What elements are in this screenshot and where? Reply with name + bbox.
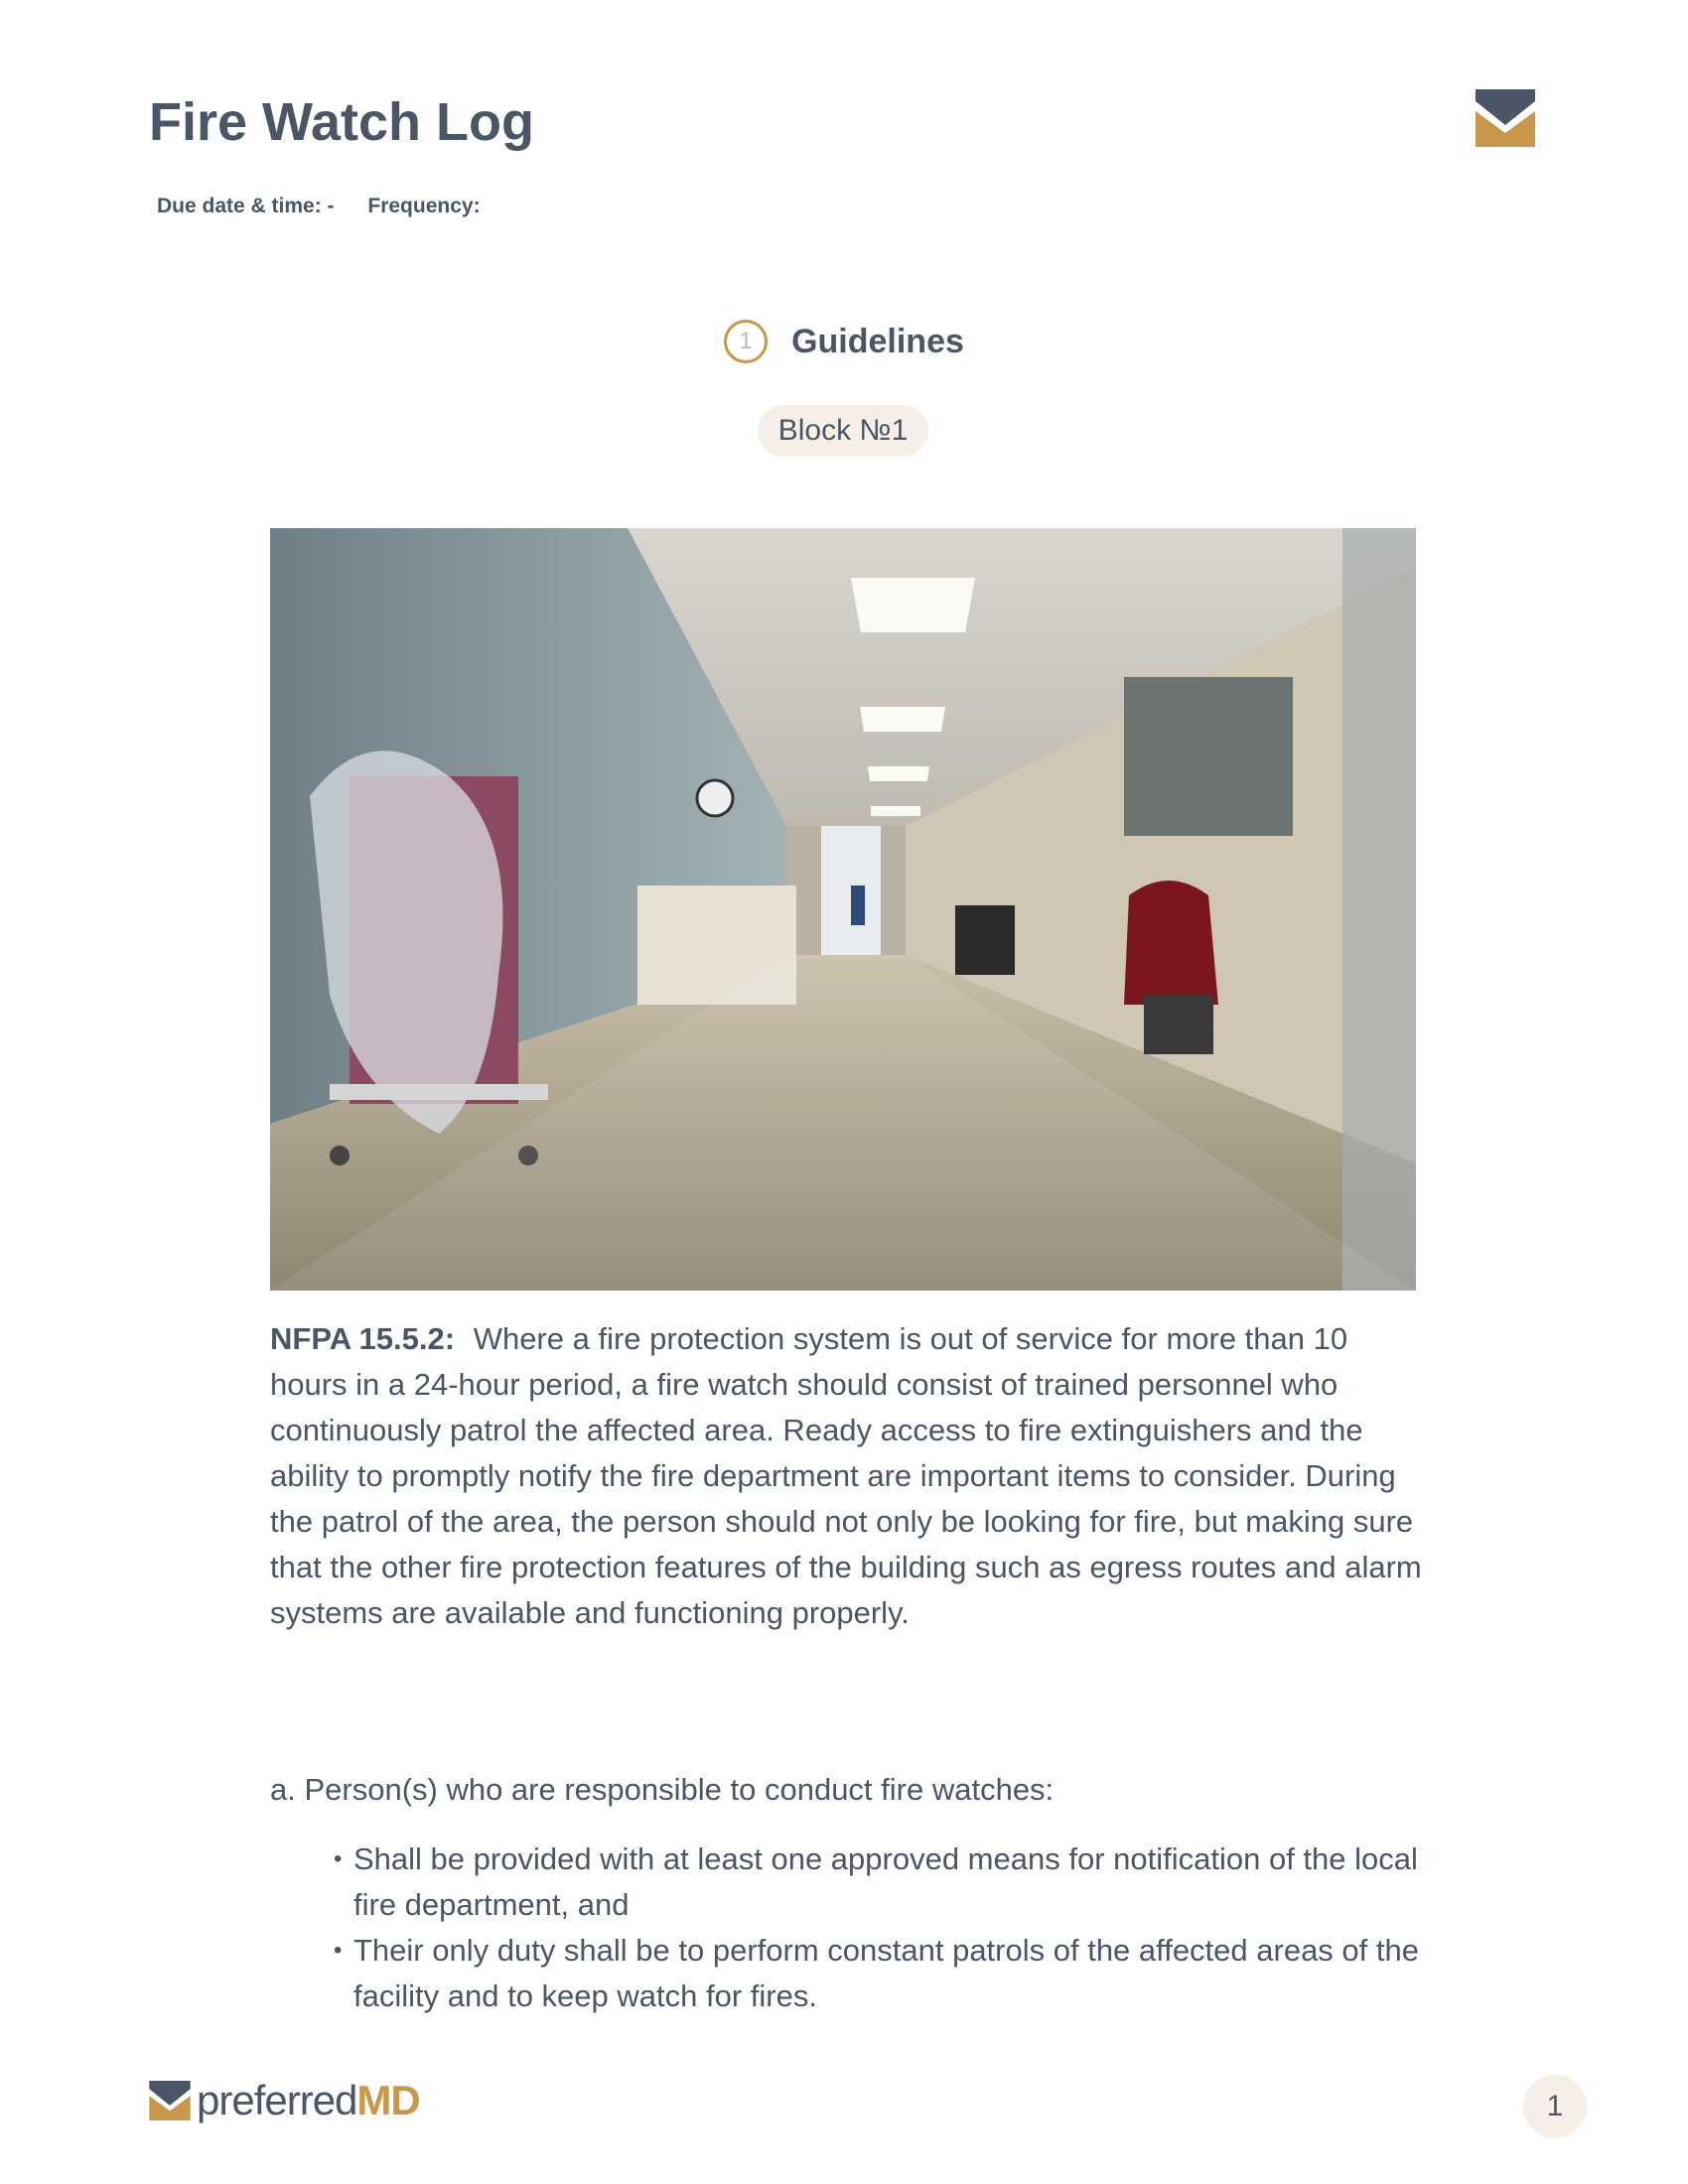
footer-logo: [149, 2077, 420, 2124]
section-header: [0, 320, 1688, 363]
frequency-label: Frequency:: [367, 195, 481, 217]
list-item: • Their only duty shall be to perform constant patrols of the affected areas of the facility and to keep watch for fires.: [334, 1928, 1426, 2019]
page-number: 1: [1523, 2075, 1587, 2138]
brand-suffix: MD: [356, 2077, 420, 2123]
section-number-badge: 1: [724, 320, 768, 363]
preferredmd-logo-icon: [1476, 89, 1535, 147]
due-date-label: Due date & time: -: [157, 195, 335, 217]
brand-main: preferred: [197, 2077, 357, 2123]
nfpa-reference: NFPA 15.5.2:: [270, 1321, 456, 1356]
item-a-heading: a. Person(s) who are responsible to conduct fire watches:: [270, 1772, 1055, 1807]
document-title: Fire Watch Log: [149, 92, 534, 152]
hospital-corridor-photo: [270, 528, 1416, 1291]
brand-name: [197, 2077, 420, 2124]
section-title: Guidelines: [791, 322, 964, 360]
responsibility-list: [334, 1837, 1426, 2019]
task-meta: [157, 195, 508, 218]
guideline-text: Where a fire protection system is out of service for more than 10 hours in a 24-hour period, a fire watch should consist of trained personnel who continuously patrol the affected area. Ready access to fire extinguishers and the ability to promptly notify the fire department are important items to consider. During the patrol of the area, the person should not only be looking for fire, but making sure that the other fire protection features of the building such as egress routes and alarm systems are available and functioning properly.: [270, 1321, 1422, 1630]
preferredmd-mark-icon: [149, 2081, 191, 2120]
list-item: • Shall be provided with at least one approved means for notification of the local fire department, and: [334, 1837, 1426, 1928]
block-label: Block №1: [758, 405, 928, 457]
guideline-paragraph: [270, 1316, 1422, 1636]
